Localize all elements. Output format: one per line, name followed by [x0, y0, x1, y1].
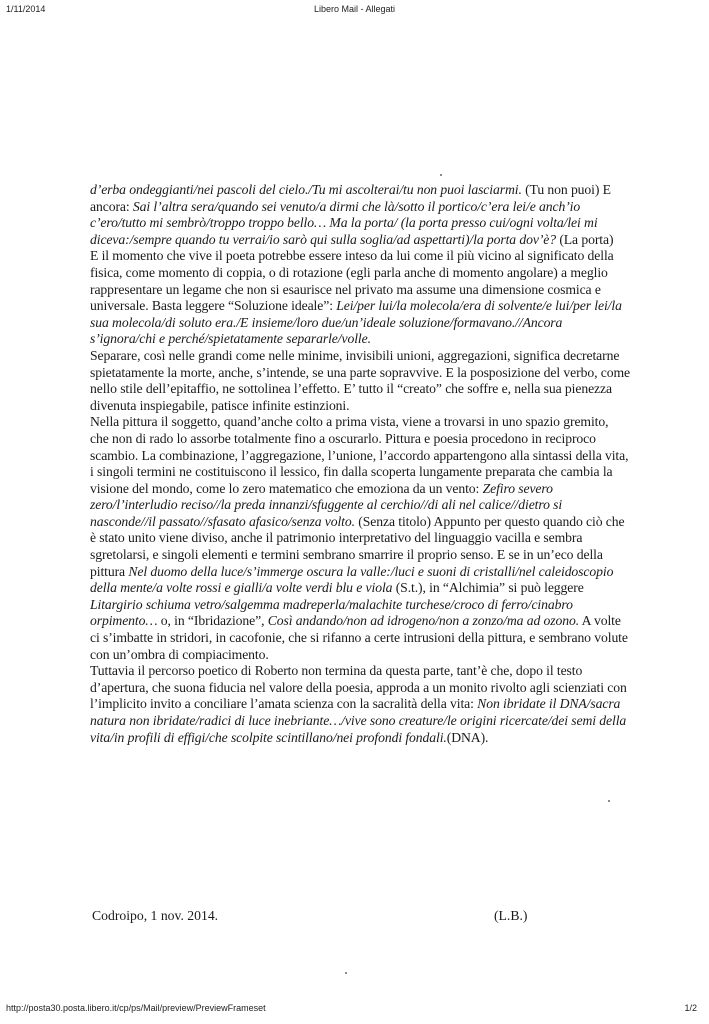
quoted-verse: Non ibridate il DNA/sacra natura non ibridate/radici di luce inebriante…/vive sono creature/le origini ricercate/dei semi della vita/in profili di effigi/che scolpite scintillano/nei profondi fondali.: [90, 696, 627, 745]
paragraph: [90, 663, 630, 746]
author-initials: (L.B.): [494, 908, 528, 923]
print-title: Libero Mail - Allegati: [313, 4, 396, 14]
document-body: [90, 182, 630, 746]
quoted-verse: d’erba ondeggianti/nei pascoli del cielo./Tu mi ascolterai/tu non puoi lasciarmi.: [90, 182, 522, 197]
prose-text: Separare, così nelle grandi come nelle minime, invisibili unioni, aggregazioni, significa decretarne spietatamente la morte, anche, s’intende, se una parte sopravvive. E la posposizione del verbo, come nello stile dell’epitaffio, ne sottolinea l’effetto. E’ tutto il “creato” che soffre e, nella sua pienezza divenuta inspiegabile, patisce infinite estinzioni.: [90, 347, 630, 413]
paragraph: [90, 414, 630, 663]
prose-text: (DNA).: [446, 729, 489, 745]
scan-speck: [345, 972, 347, 974]
prose-text: (Tu non puoi) E ancora:: [90, 182, 611, 214]
print-page-number: 1/2: [684, 1003, 697, 1013]
quoted-verse: Lei/per lui/la molecola/era di solvente/e lui/per lei/la sua molecola/di soluto era./E insieme/loro due/un’ideale soluzione/formavano.//Ancora s’ignora/chi e perché/spietatamente separarle/volle.: [90, 298, 622, 347]
paragraph: [90, 248, 630, 348]
prose-text: (Senza titolo) Appunto per questo quando ciò che è stato unito viene diviso, anche il patrimonio interpretativo del linguaggio vacilla e sembra sgretolarsi, e singoli elementi e termini sembrano smarrire il proprio senso. E se in un’eco della pittura: [90, 513, 625, 579]
prose-text: Tuttavia il percorso poetico di Roberto non termina da questa parte, tant’è che, dopo il testo d’apertura, che suona fiducia nel valore della poesia, approda a un monito rivolto agli scienziati con l’implicito invito a conciliare l’amata scienza con la sacralità della vita:: [90, 663, 627, 712]
prose-text: Nella pittura il soggetto, quand’anche colto a prima vista, viene a trovarsi in uno spazio gremito, che non di rado lo assorbe totalmente fino a oscurarlo. Pittura e poesia procedono in reciproco scambio. La combinazione, l’aggregazione, l’unione, l’accordo appartengono alla sintassi della vita, i singoli termini ne costituiscono il lessico, fin dalla scoperta lungamente preparata che cambia la visione del mondo, come lo zero matematico che emoziona da un vento:: [90, 414, 629, 496]
scan-speck: [440, 174, 442, 176]
prose-text: (S.t.), in “Alchimia” si può leggere: [392, 580, 584, 596]
paragraph: [90, 348, 630, 414]
scan-speck: [608, 800, 610, 802]
place-date: Codroipo, 1 nov. 2014.: [92, 908, 219, 923]
quoted-verse: Sai l’altra sera/quando sei venuto/a dirmi che là/sotto il portico/c’era lei/e anch’io c’ero/tutto mi sembrò/troppo troppo bello… Ma la porta/ (la porta presso cui/ogni volta/lei mi diceva:/sempre quando tu verrai/io sarò qui sulla soglia/ad aspettarti)/la porta dov’è?: [90, 198, 598, 247]
quoted-verse: Così andando/non ad idrogeno/non a zonzo/ma ad ozono.: [267, 613, 580, 629]
prose-text: (La porta): [556, 231, 614, 247]
print-date: 1/11/2014: [6, 4, 46, 14]
prose-text: o, in “Ibridazione”,: [157, 613, 268, 629]
quoted-verse: Zefiro severo zero/l’interludio reciso//la preda innanzi/sfuggente al cerchio//di ali nel calice//dietro si nasconde//il passato//sfasato afasico/senza volto.: [90, 480, 563, 529]
paragraph: [90, 182, 630, 248]
quoted-verse: Nel duomo della luce/s’immerge oscura la valle:/luci e suoni di cristalli/nel caleidoscopio della mente/a volte rossi e gialli/a volte verdi blu e viola: [90, 563, 614, 596]
prose-text: E il momento che vive il poeta potrebbe essere inteso da lui come il più vicino al significato della fisica, come momento di coppia, o di rotazione (egli parla anche di momento angolare) a meglio rappresentare un legame che non si esaurisce nel privato ma assume una dimensione cosmica e universale. Basta leggere “Soluzione ideale”:: [90, 248, 614, 314]
print-url: http://posta30.posta.libero.it/cp/ps/Mail/preview/PreviewFrameset: [6, 1003, 266, 1013]
prose-text: A volte ci s’imbatte in stridori, in cacofonie, che si rifanno a certe intrusioni della pittura, e sembrano volute con un’ombra di compiacimento.: [90, 613, 628, 662]
quoted-verse: Litargirio schiuma vetro/salgemma madreperla/malachite turchese/croco di ferro/cinabro orpimento…: [90, 596, 573, 629]
